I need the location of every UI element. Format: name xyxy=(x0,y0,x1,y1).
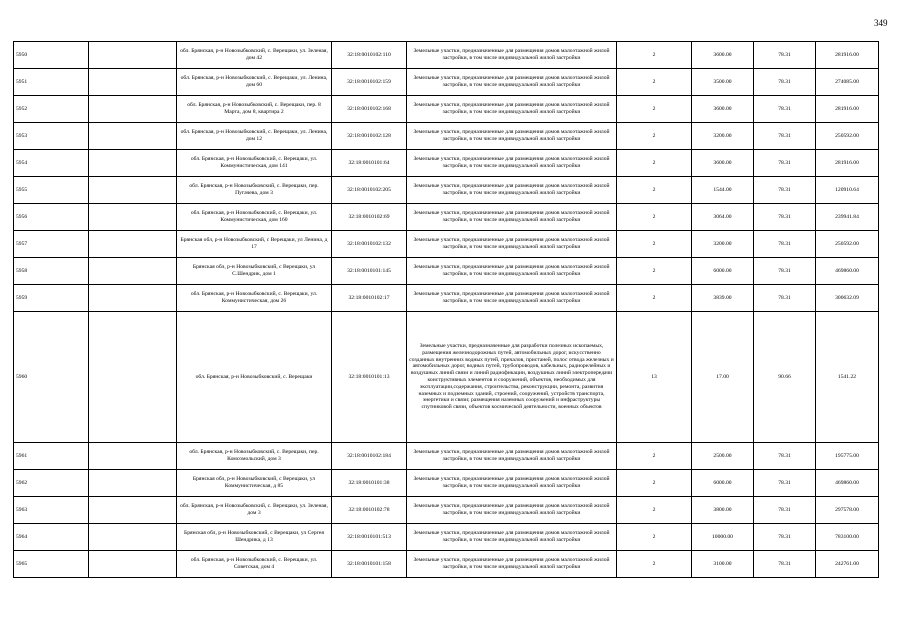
table-row xyxy=(14,231,879,258)
empty-cell xyxy=(89,551,177,578)
row-number: 5960 xyxy=(14,312,89,443)
cadastral-number-cell: 32:18:0010101:13 xyxy=(332,312,407,443)
cadastral-number-cell: 32:18:0010102:168 xyxy=(332,96,407,123)
group-cell: 13 xyxy=(617,312,692,443)
land-use-cell: Земельные участки, предназначенные для разработки полезных ископаемых, размещения железнодорожных путей, автомобильных дорог, искусственно созданных внутренних водных путей, причалов, пристаней, полос отвода железных и автомобильных дорог, водных путей, трубопроводов, кабельных, радиорелейных и воздушных линий связи и линий радиофикации, воздушных линий электропередачи конструктивных элементов и сооружений, объектов, необходимых для эксплуатации,содержания, строительства, реконструкции, ремонта, развития наземных и подземных зданий, строений, сооружений, устройств транспорта, энергетики и связи; размещения наземных сооружений и инфраструктуры спутниковой связи, объектов космической деятельности, военных объектов xyxy=(407,312,617,443)
cadastral-value-cell: 250592.00 xyxy=(816,123,879,150)
row-number: 5956 xyxy=(14,204,89,231)
table-row xyxy=(14,204,879,231)
cadastral-number-cell: 32:18:0010102:78 xyxy=(332,497,407,524)
cadastral-number-cell: 32:18:0010101:158 xyxy=(332,551,407,578)
row-number: 5959 xyxy=(14,285,89,312)
area-cell: 3600.00 xyxy=(692,150,754,177)
table-row xyxy=(14,177,879,204)
land-use-cell: Земельные участки, предназначенные для размещения домов малоэтажной жилой застройки, в том числе индивидуальной жилой застройки xyxy=(407,231,617,258)
land-use-cell: Земельные участки, предназначенные для размещения домов малоэтажной жилой застройки, в том числе индивидуальной жилой застройки xyxy=(407,96,617,123)
group-cell: 2 xyxy=(617,470,692,497)
specific-value-cell: 78.31 xyxy=(754,42,816,69)
row-number: 5952 xyxy=(14,96,89,123)
cadastral-value-cell: 281916.00 xyxy=(816,150,879,177)
cadastral-value-cell: 195775.00 xyxy=(816,443,879,470)
table-row xyxy=(14,470,879,497)
area-cell: 3500.00 xyxy=(692,69,754,96)
group-cell: 2 xyxy=(617,443,692,470)
specific-value-cell: 78.31 xyxy=(754,470,816,497)
area-cell: 3839.00 xyxy=(692,285,754,312)
address-cell: обл. Брянская, р-н Новозыбковский, с. Верещаки, ул. Советская, дом 4 xyxy=(177,551,332,578)
cadastral-value-cell: 1541.22 xyxy=(816,312,879,443)
specific-value-cell: 78.31 xyxy=(754,524,816,551)
cadastral-number-cell: 32:18:0010101:145 xyxy=(332,258,407,285)
row-number: 5964 xyxy=(14,524,89,551)
empty-cell xyxy=(89,96,177,123)
address-cell: обл. Брянская, р-н Новозыбковский, с. Верещаки, пер. Комсомольский, дом 3 xyxy=(177,443,332,470)
group-cell: 2 xyxy=(617,258,692,285)
specific-value-cell: 78.31 xyxy=(754,443,816,470)
group-cell: 2 xyxy=(617,285,692,312)
row-number: 5958 xyxy=(14,258,89,285)
address-cell: обл. Брянская, р-н Новозыбковский, с. Верещаки, ул. Коммунистическая, дом 160 xyxy=(177,204,332,231)
address-cell: обл. Брянская, р-н Новозыбковский, с. Верещаки, пер. Пугачева, дом 3 xyxy=(177,177,332,204)
area-cell: 6000.00 xyxy=(692,258,754,285)
specific-value-cell: 78.31 xyxy=(754,285,816,312)
address-cell: обл. Брянская, р-н Новозыбковский, с. Верещаки, пер. 8 Марта, дом 8, квартира 2 xyxy=(177,96,332,123)
empty-cell xyxy=(89,443,177,470)
specific-value-cell: 78.31 xyxy=(754,204,816,231)
specific-value-cell: 78.31 xyxy=(754,96,816,123)
address-cell: Брянская обл, р-н Новозыбковский, с Верещаки, ул С.Шендрик, дом 1 xyxy=(177,258,332,285)
address-cell: обл. Брянская, р-н Новозыбковский, с. Верещаки xyxy=(177,312,332,443)
area-cell: 10000.00 xyxy=(692,524,754,551)
area-cell: 3200.00 xyxy=(692,231,754,258)
table-row xyxy=(14,524,879,551)
empty-cell xyxy=(89,204,177,231)
cadastral-value-cell: 250592.00 xyxy=(816,231,879,258)
area-cell: 3064.00 xyxy=(692,204,754,231)
area-cell: 6000.00 xyxy=(692,470,754,497)
area-cell: 3800.00 xyxy=(692,497,754,524)
address-cell: обл. Брянская, р-н Новозыбковский, с. Верещаки, ул. Коммунистическая, дом 26 xyxy=(177,285,332,312)
cadastral-value-cell: 274085.00 xyxy=(816,69,879,96)
land-use-cell: Земельные участки, предназначенные для размещения домов малоэтажной жилой застройки, в том числе индивидуальной жилой застройки xyxy=(407,42,617,69)
cadastral-value-cell: 242761.00 xyxy=(816,551,879,578)
empty-cell xyxy=(89,150,177,177)
group-cell: 2 xyxy=(617,96,692,123)
land-use-cell: Земельные участки, предназначенные для размещения домов малоэтажной жилой застройки, в том числе индивидуальной жилой застройки xyxy=(407,123,617,150)
row-number: 5963 xyxy=(14,497,89,524)
table-row xyxy=(14,42,879,69)
specific-value-cell: 78.31 xyxy=(754,150,816,177)
land-use-cell: Земельные участки, предназначенные для размещения домов малоэтажной жилой застройки, в том числе индивидуальной жилой застройки xyxy=(407,285,617,312)
row-number: 5962 xyxy=(14,470,89,497)
cadastral-value-cell: 281916.00 xyxy=(816,96,879,123)
address-cell: обл. Брянская, р-н Новозыбковский, с. Верещаки, ул. Коммунистическая, дом 141 xyxy=(177,150,332,177)
empty-cell xyxy=(89,524,177,551)
land-use-cell: Земельные участки, предназначенные для размещения домов малоэтажной жилой застройки, в том числе индивидуальной жилой застройки xyxy=(407,177,617,204)
table-row xyxy=(14,150,879,177)
row-number: 5955 xyxy=(14,177,89,204)
group-cell: 2 xyxy=(617,551,692,578)
cadastral-number-cell: 32:18:0010102:184 xyxy=(332,443,407,470)
cadastral-value-table xyxy=(13,41,879,578)
land-use-cell: Земельные участки, предназначенные для размещения домов малоэтажной жилой застройки, в том числе индивидуальной жилой застройки xyxy=(407,497,617,524)
row-number: 5953 xyxy=(14,123,89,150)
cadastral-number-cell: 32:18:0010102:128 xyxy=(332,123,407,150)
row-number: 5957 xyxy=(14,231,89,258)
land-use-cell: Земельные участки, предназначенные для размещения домов малоэтажной жилой застройки, в том числе индивидуальной жилой застройки xyxy=(407,470,617,497)
cadastral-value-cell: 469860.00 xyxy=(816,258,879,285)
cadastral-number-cell: 32:18:0010102:110 xyxy=(332,42,407,69)
land-use-cell: Земельные участки, предназначенные для размещения домов малоэтажной жилой застройки, в том числе индивидуальной жилой застройки xyxy=(407,258,617,285)
table-body xyxy=(14,42,879,578)
specific-value-cell: 78.31 xyxy=(754,123,816,150)
row-number: 5961 xyxy=(14,443,89,470)
address-cell: обл. Брянская, р-н Новозыбковский, с. Верещаки, ул. Ленина, дом 60 xyxy=(177,69,332,96)
row-number: 5950 xyxy=(14,42,89,69)
empty-cell xyxy=(89,231,177,258)
cadastral-value-cell: 281916.00 xyxy=(816,42,879,69)
cadastral-number-cell: 32:18:0010102:69 xyxy=(332,204,407,231)
empty-cell xyxy=(89,470,177,497)
land-use-cell: Земельные участки, предназначенные для размещения домов малоэтажной жилой застройки, в том числе индивидуальной жилой застройки xyxy=(407,204,617,231)
table-row xyxy=(14,258,879,285)
specific-value-cell: 90.66 xyxy=(754,312,816,443)
group-cell: 2 xyxy=(617,204,692,231)
area-cell: 3100.00 xyxy=(692,551,754,578)
cadastral-number-cell: 32:18:0010102:159 xyxy=(332,69,407,96)
group-cell: 2 xyxy=(617,177,692,204)
group-cell: 2 xyxy=(617,42,692,69)
table-row xyxy=(14,69,879,96)
address-cell: Брянская обл, р-н Новозыбковский, с Верещаки, ул Сергея Шендрика, д 13 xyxy=(177,524,332,551)
table-row xyxy=(14,551,879,578)
address-cell: Брянская обл, р-н Новозыбковский, с Верещаки, ул Ленина, д 17 xyxy=(177,231,332,258)
empty-cell xyxy=(89,285,177,312)
address-cell: обл. Брянская, р-н Новозыбковский, с. Верещаки, ул. Зеленая, дом 42 xyxy=(177,42,332,69)
row-number: 5965 xyxy=(14,551,89,578)
group-cell: 2 xyxy=(617,231,692,258)
area-cell: 17.00 xyxy=(692,312,754,443)
group-cell: 2 xyxy=(617,150,692,177)
page-number: 349 xyxy=(874,18,888,28)
group-cell: 2 xyxy=(617,497,692,524)
table-row xyxy=(14,123,879,150)
specific-value-cell: 78.31 xyxy=(754,551,816,578)
land-use-cell: Земельные участки, предназначенные для размещения домов малоэтажной жилой застройки, в том числе индивидуальной жилой застройки xyxy=(407,551,617,578)
cadastral-value-cell: 239941.84 xyxy=(816,204,879,231)
group-cell: 2 xyxy=(617,123,692,150)
cadastral-number-cell: 32:18:0010101:38 xyxy=(332,470,407,497)
address-cell: обл. Брянская, р-н Новозыбковский, с. Верещаки, ул. Ленина, дом 12 xyxy=(177,123,332,150)
empty-cell xyxy=(89,258,177,285)
area-cell: 2500.00 xyxy=(692,443,754,470)
cadastral-value-cell: 469860.00 xyxy=(816,470,879,497)
cadastral-number-cell: 32:18:0010102:17 xyxy=(332,285,407,312)
cadastral-value-cell: 300632.09 xyxy=(816,285,879,312)
row-number: 5951 xyxy=(14,69,89,96)
table-row xyxy=(14,312,879,443)
cadastral-number-cell: 32:18:0010102:205 xyxy=(332,177,407,204)
area-cell: 3200.00 xyxy=(692,123,754,150)
table-row xyxy=(14,96,879,123)
empty-cell xyxy=(89,123,177,150)
empty-cell xyxy=(89,312,177,443)
table-row xyxy=(14,497,879,524)
specific-value-cell: 78.31 xyxy=(754,177,816,204)
empty-cell xyxy=(89,497,177,524)
land-use-cell: Земельные участки, предназначенные для размещения домов малоэтажной жилой застройки, в том числе индивидуальной жилой застройки xyxy=(407,524,617,551)
table-row xyxy=(14,443,879,470)
group-cell: 2 xyxy=(617,69,692,96)
cadastral-number-cell: 32:18:0010101:64 xyxy=(332,150,407,177)
cadastral-number-cell: 32:18:0010102:132 xyxy=(332,231,407,258)
specific-value-cell: 78.31 xyxy=(754,497,816,524)
address-cell: обл. Брянская, р-н Новозыбковский, с. Верещаки, ул. Зеленая, дом 3 xyxy=(177,497,332,524)
cadastral-number-cell: 32:18:0010101:513 xyxy=(332,524,407,551)
empty-cell xyxy=(89,42,177,69)
specific-value-cell: 78.31 xyxy=(754,258,816,285)
group-cell: 2 xyxy=(617,524,692,551)
address-cell: Брянская обл, р-н Новозыбковский, с Верещаки, ул Коммунистическая, д 85 xyxy=(177,470,332,497)
cadastral-value-cell: 297578.00 xyxy=(816,497,879,524)
area-cell: 3600.00 xyxy=(692,96,754,123)
table-row xyxy=(14,285,879,312)
specific-value-cell: 78.31 xyxy=(754,231,816,258)
land-use-cell: Земельные участки, предназначенные для размещения домов малоэтажной жилой застройки, в том числе индивидуальной жилой застройки xyxy=(407,69,617,96)
specific-value-cell: 78.31 xyxy=(754,69,816,96)
row-number: 5954 xyxy=(14,150,89,177)
area-cell: 3600.00 xyxy=(692,42,754,69)
empty-cell xyxy=(89,69,177,96)
cadastral-value-cell: 120910.64 xyxy=(816,177,879,204)
land-use-cell: Земельные участки, предназначенные для размещения домов малоэтажной жилой застройки, в том числе индивидуальной жилой застройки xyxy=(407,443,617,470)
empty-cell xyxy=(89,177,177,204)
cadastral-value-cell: 783100.00 xyxy=(816,524,879,551)
land-use-cell: Земельные участки, предназначенные для размещения домов малоэтажной жилой застройки, в том числе индивидуальной жилой застройки xyxy=(407,150,617,177)
area-cell: 1544.00 xyxy=(692,177,754,204)
